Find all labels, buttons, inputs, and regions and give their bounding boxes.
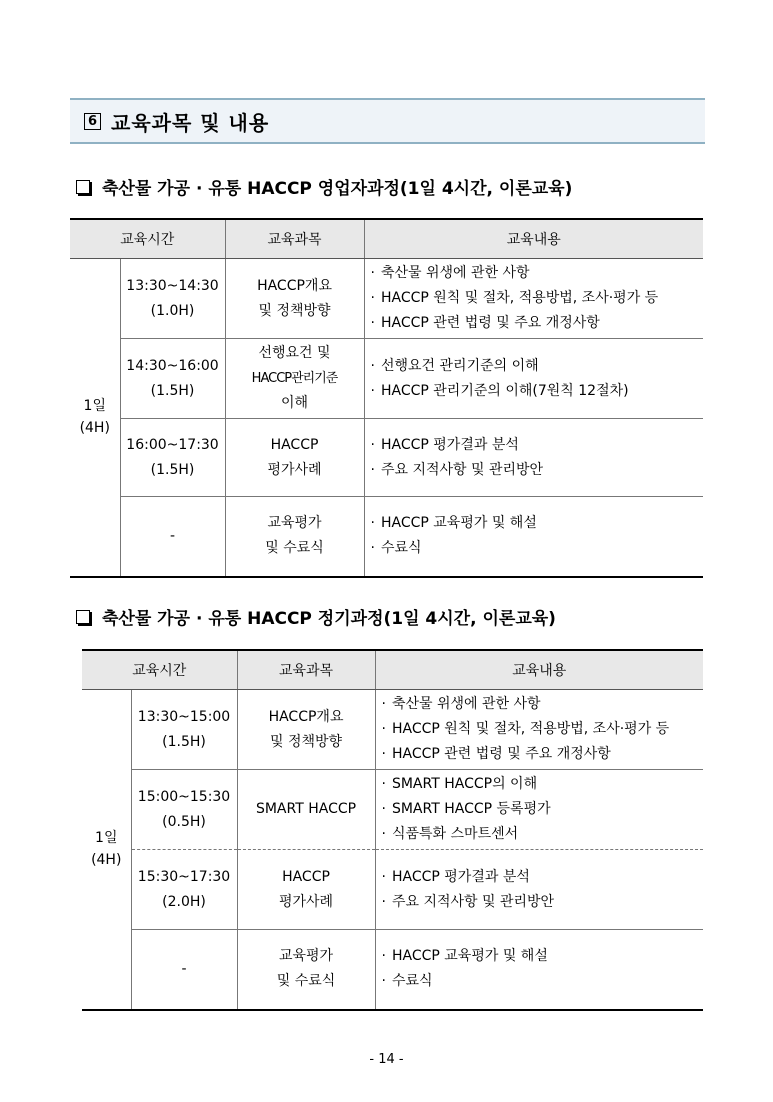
table-header-row: [70, 219, 703, 259]
course-title-text: 축산물 가공 · 유통 HACCP 정기과정(1일 4시간, 이론교육): [102, 609, 556, 629]
time-cell: 15:00~15:30 (0.5H): [131, 770, 237, 850]
subject-cell: HACCP 평가사례: [225, 419, 364, 497]
table-row: [82, 690, 703, 770]
header-subject: 교육과목: [225, 219, 364, 259]
subject-cell: 선행요건 및 HACCP관리기준 이해: [225, 339, 364, 419]
table-row: [82, 770, 703, 850]
content-cell: · HACCP 교육평가 및 해설 · 수료식: [375, 930, 703, 1010]
course-title-text: 축산물 가공 · 유통 HACCP 영업자과정(1일 4시간, 이론교육): [102, 179, 573, 199]
content-cell: · SMART HACCP의 이해 · SMART HACCP 등록평가 · 식품특화 스마트센서: [375, 770, 703, 850]
table-header-row: [82, 650, 703, 690]
section-header: [70, 98, 705, 144]
page-number: - 14 -: [369, 1052, 404, 1067]
time-cell: -: [131, 930, 237, 1010]
subject-cell: HACCP개요 및 정책방향: [237, 690, 375, 770]
header-content: 교육내용: [364, 219, 703, 259]
content-cell: · 축산물 위생에 관한 사항 · HACCP 원칙 및 절차, 적용방법, 조사·평가 등 · HACCP 관련 법령 및 주요 개정사항: [364, 259, 703, 339]
time-cell: 16:00~17:30 (1.5H): [120, 419, 225, 497]
course-title-1: [76, 174, 572, 199]
table-row: [70, 497, 703, 577]
subject-cell: SMART HACCP: [237, 770, 375, 850]
schedule-table-1: [70, 218, 703, 578]
subject-cell: 교육평가 및 수료식: [225, 497, 364, 577]
table-row: [82, 930, 703, 1010]
header-time: 교육시간: [70, 219, 225, 259]
content-cell: · HACCP 평가결과 분석 · 주요 지적사항 및 관리방안: [364, 419, 703, 497]
table-row: [70, 419, 703, 497]
course-title-2: [76, 604, 556, 629]
day-cell: 1일 (4H): [82, 690, 131, 1010]
section-title: 교육과목 및 내용: [111, 110, 270, 135]
subject-cell: 교육평가 및 수료식: [237, 930, 375, 1010]
time-cell: 13:30~15:00 (1.5H): [131, 690, 237, 770]
table-row: [82, 850, 703, 930]
section-number-box: 6: [84, 113, 101, 130]
content-cell: · 선행요건 관리기준의 이해 · HACCP 관리기준의 이해(7원칙 12절차): [364, 339, 703, 419]
time-cell: 13:30~14:30 (1.0H): [120, 259, 225, 339]
table-row: [70, 339, 703, 419]
content-cell: · HACCP 교육평가 및 해설 · 수료식: [364, 497, 703, 577]
header-time: 교육시간: [82, 650, 237, 690]
header-subject: 교육과목: [237, 650, 375, 690]
time-cell: -: [120, 497, 225, 577]
checkbox-bullet-icon: [76, 610, 90, 624]
table-row: [70, 259, 703, 339]
subject-cell: HACCP 평가사례: [237, 850, 375, 930]
content-cell: · 축산물 위생에 관한 사항 · HACCP 원칙 및 절차, 적용방법, 조사·평가 등 · HACCP 관련 법령 및 주요 개정사항: [375, 690, 703, 770]
day-cell: 1일 (4H): [70, 259, 120, 577]
schedule-table-2: [82, 649, 703, 1011]
header-content: 교육내용: [375, 650, 703, 690]
time-cell: 15:30~17:30 (2.0H): [131, 850, 237, 930]
content-cell: · HACCP 평가결과 분석 · 주요 지적사항 및 관리방안: [375, 850, 703, 930]
subject-cell: HACCP개요 및 정책방향: [225, 259, 364, 339]
time-cell: 14:30~16:00 (1.5H): [120, 339, 225, 419]
checkbox-bullet-icon: [76, 180, 90, 194]
